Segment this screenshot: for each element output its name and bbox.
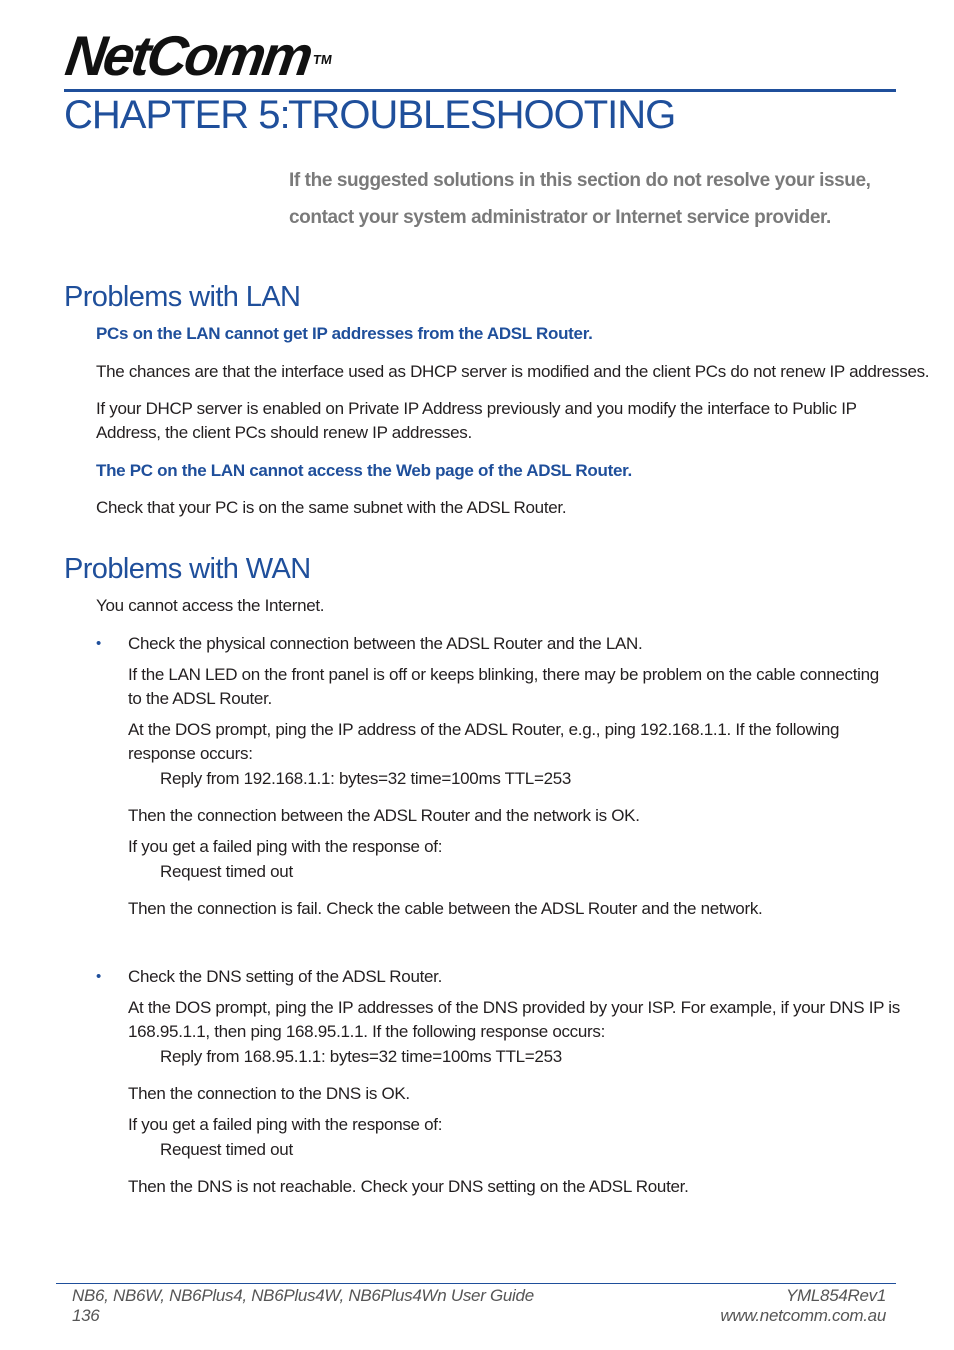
text-line: to the ADSL Router. xyxy=(128,689,272,708)
logo-text: NetComm xyxy=(61,24,315,87)
bullet-icon: • xyxy=(96,968,102,985)
text-line: Address, the client PCs should renew IP addresses. xyxy=(96,423,472,442)
wan-bullet-1-fail-intro: If you get a failed ping with the response of: xyxy=(128,837,443,856)
lan-heading: Problems with LAN xyxy=(64,281,301,313)
text-line: response occurs: xyxy=(128,744,253,763)
wan-bullet-1-para-2 xyxy=(128,718,839,766)
wan-bullet-1-ok: Then the connection between the ADSL Router and the network is OK. xyxy=(128,806,640,825)
logo-trademark: TM xyxy=(312,52,334,67)
footer-page-number: 136 xyxy=(72,1306,100,1325)
footer-url: www.netcomm.com.au xyxy=(720,1306,886,1325)
bullet-icon: • xyxy=(96,635,102,652)
lan-question-2: The PC on the LAN cannot access the Web page of the ADSL Router. xyxy=(96,461,632,480)
wan-bullet-2-title: Check the DNS setting of the ADSL Router. xyxy=(128,967,443,986)
lan-answer-2 xyxy=(96,397,857,445)
ping-timeout-example: Request timed out xyxy=(160,1140,293,1159)
text-line: At the DOS prompt, ping the IP address of the ADSL Router, e.g., ping 192.168.1.1. If the following xyxy=(128,720,840,739)
lan-answer-1: The chances are that the interface used as DHCP server is modified and the client PCs do not renew IP addresses. xyxy=(96,362,930,381)
wan-intro: You cannot access the Internet. xyxy=(96,596,325,615)
ping-reply-example: Reply from 168.95.1.1: bytes=32 time=100ms TTL=253 xyxy=(160,1047,562,1066)
ping-reply-example: Reply from 192.168.1.1: bytes=32 time=100ms TTL=253 xyxy=(160,769,572,788)
netcomm-logo xyxy=(61,24,334,87)
text-line: 168.95.1.1, then ping 168.95.1.1. If the following response occurs: xyxy=(128,1022,606,1041)
wan-bullet-2-fail: Then the DNS is not reachable. Check your DNS setting on the ADSL Router. xyxy=(128,1177,689,1196)
chapter-intro xyxy=(289,162,899,236)
footer-revision: YML854Rev1 xyxy=(785,1286,886,1305)
wan-bullet-1-para-1 xyxy=(128,663,879,711)
header-rule xyxy=(64,89,896,92)
text-line: If your DHCP server is enabled on Private IP Address previously and you modify the interface to Public IP xyxy=(96,399,857,418)
text-line: If the LAN LED on the front panel is off or keeps blinking, there may be problem on the cable connecting xyxy=(128,665,879,684)
chapter-number: CHAPTER 5: xyxy=(64,93,290,137)
lan-answer-3: Check that your PC is on the same subnet with the ADSL Router. xyxy=(96,498,567,517)
wan-bullet-2-fail-intro: If you get a failed ping with the response of: xyxy=(128,1115,443,1134)
wan-heading: Problems with WAN xyxy=(64,553,311,585)
footer-guide-title: NB6, NB6W, NB6Plus4, NB6Plus4W, NB6Plus4Wn User Guide xyxy=(72,1286,534,1305)
lan-question-1: PCs on the LAN cannot get IP addresses from the ADSL Router. xyxy=(96,324,593,343)
chapter-title: TROUBLESHOOTING xyxy=(288,93,676,137)
intro-line: If the suggested solutions in this section do not resolve your issue, xyxy=(289,170,871,191)
ping-timeout-example: Request timed out xyxy=(160,862,293,881)
chapter-heading xyxy=(64,94,675,136)
wan-bullet-2-ok: Then the connection to the DNS is OK. xyxy=(128,1084,410,1103)
footer-rule xyxy=(56,1283,896,1284)
wan-bullet-1-fail: Then the connection is fail. Check the cable between the ADSL Router and the network. xyxy=(128,899,763,918)
wan-bullet-2-para-1 xyxy=(128,996,900,1044)
wan-bullet-1-title: Check the physical connection between the ADSL Router and the LAN. xyxy=(128,634,643,653)
intro-line: contact your system administrator or Internet service provider. xyxy=(289,207,831,228)
text-line: At the DOS prompt, ping the IP addresses of the DNS provided by your ISP. For example, if your DNS IP is xyxy=(128,998,900,1017)
